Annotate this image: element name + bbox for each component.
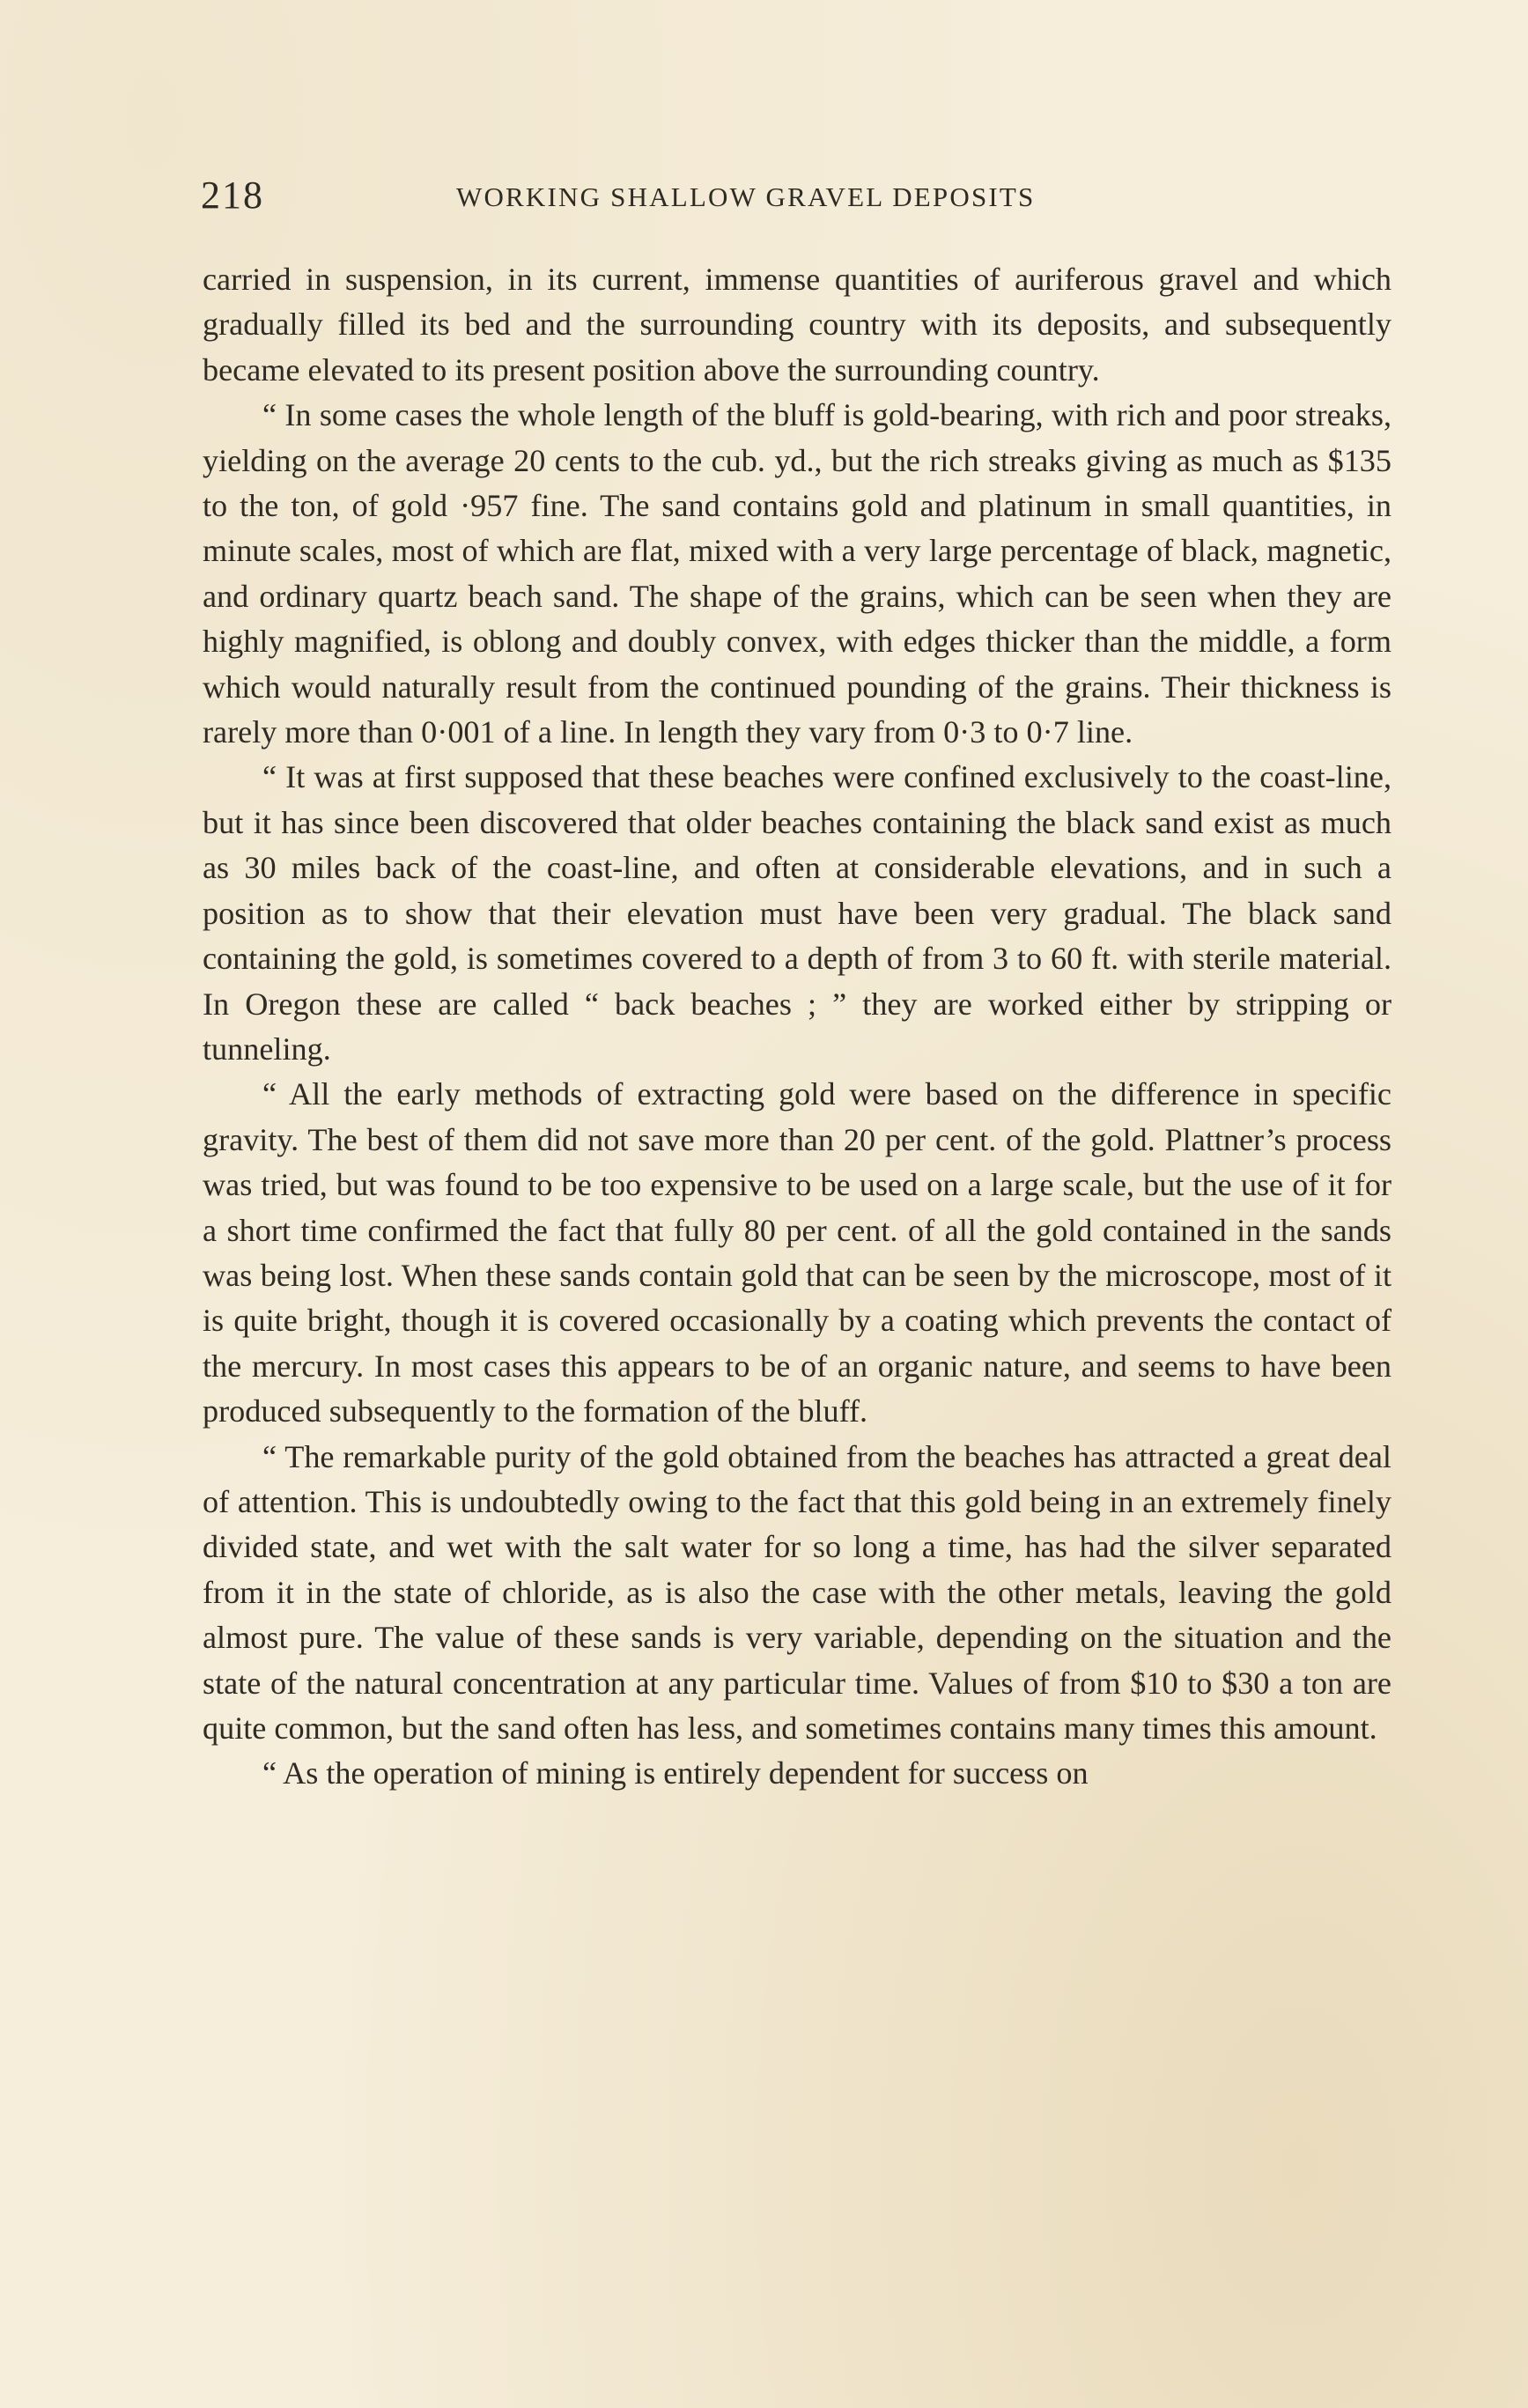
paragraph-1: carried in suspension, in its current, immense quantities of auriferous gravel and which gradually filled its bed and the surrounding country with its deposits, and subsequently became elevated to its present position above the surrounding country. [203, 262, 1391, 388]
body-text [203, 257, 1391, 1797]
paragraph-6: “ As the operation of mining is entirely dependent for success on [262, 1755, 1089, 1791]
paragraph-4: “ All the early methods of extracting gold were based on the difference in specific gravity. The best of them did not save more than 20 per cent. of the gold. Plattner’s process was tried, but was found to be too expensive to be used on a large scale, but the use of it for a short time confirmed the fact that fully 80 per cent. of all the gold contained in the sands was being lost. When these sands contain gold that can be seen by the microscope, most of it is quite bright, though it is covered occasionally by a coating which prevents the contact of the mercury. In most cases this appears to be of an organic nature, and seems to have been produced subsequently to the formation of the bluff. [203, 1076, 1391, 1429]
paragraph-5: “ The remarkable purity of the gold obtained from the beaches has attracted a great deal of attention. This is undoubtedly owing to the fact that this gold being in an extremely finely divided state, and wet with the salt water for so long a time, has had the silver separated from it in the state of chloride, as is also the case with the other metals, leaving the gold almost pure. The value of these sands is very variable, depending on the situation and the state of the natural concentration at any particular time. Values of from $10 to $30 a ton are quite common, but the sand often has less, and sometimes contains many times this amount. [203, 1438, 1391, 1746]
paragraph-2: “ In some cases the whole length of the bluff is gold-bearing, with rich and poor streaks, yielding on the average 20 cents to the cub. yd., but the rich streaks giving as much as $135 to the ton, of gold ·957 fine. The sand contains gold and platinum in small quantities, in minute scales, most of which are flat, mixed with a very large percentage of black, magnetic, and ordinary quartz beach sand. The shape of the grains, which can be seen when they are highly magnified, is oblong and doubly convex, with edges thicker than the middle, a form which would naturally result from the continued pounding of the grains. Their thickness is rarely more than 0·001 of a line. In length they vary from 0·3 to 0·7 line. [203, 397, 1391, 750]
page-number: 218 [201, 174, 264, 217]
running-title: WORKING SHALLOW GRAVEL DEPOSITS [456, 181, 1036, 212]
page-header [201, 173, 1391, 222]
paragraph-3: “ It was at first supposed that these beaches were confined exclusively to the coast-line, but it has since been discovered that older beaches containing the black sand exist as much as 30 miles back of the coast-line, and often at considerable elevations, and in such a position as to show that their elevation must have been very gradual. The black sand containing the gold, is sometimes covered to a depth of from 3 to 60 ft. with sterile material. In Oregon these are called “ back beaches ; ” they are worked either by stripping or tunneling. [203, 759, 1391, 1067]
